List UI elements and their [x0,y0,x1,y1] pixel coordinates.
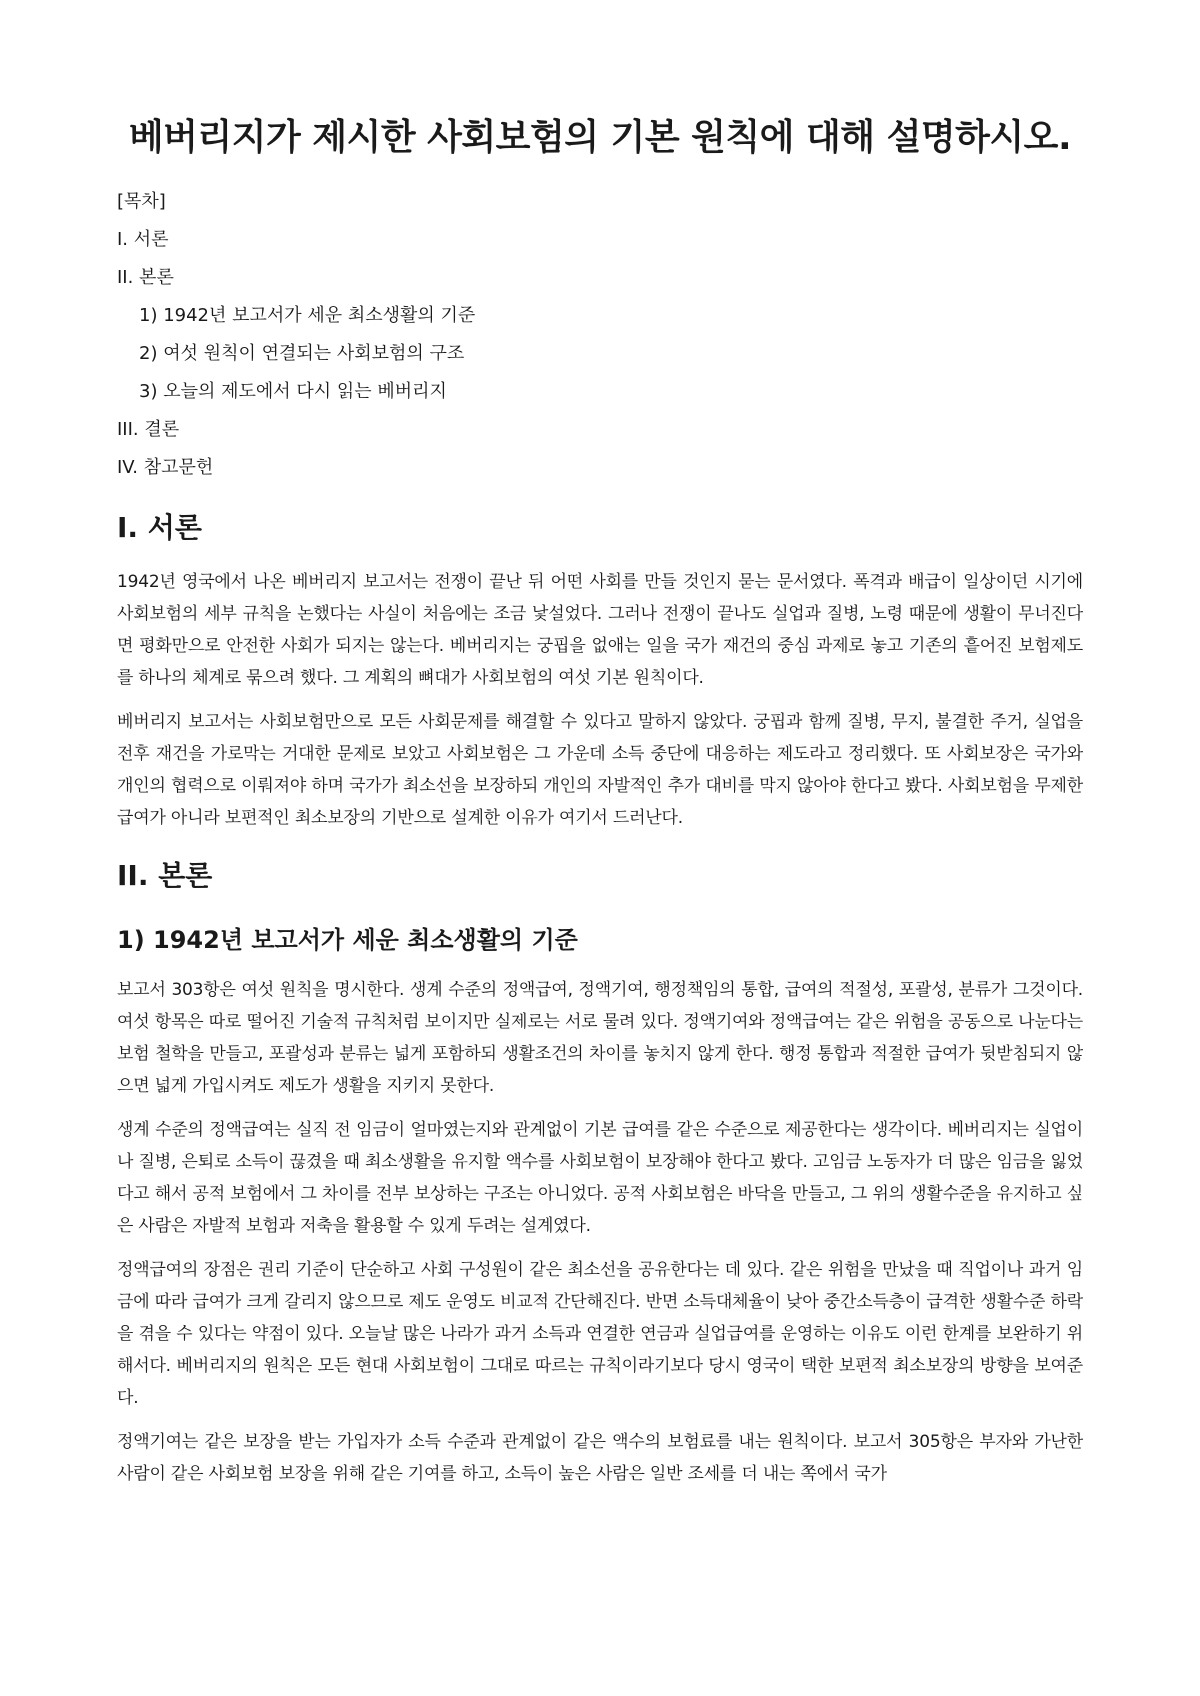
toc-item-references: IV. 참고문헌 [117,457,214,478]
toc-item-conclusion: III. 결론 [117,419,180,440]
intro-paragraph-2: 베버리지 보고서는 사회보험만으로 모든 사회문제를 해결할 수 있다고 말하지 않았다. 궁핍과 함께 질병, 무지, 불결한 주거, 실업을 전후 재건을 가로막는 거대한 문제로 보았고 사회보험은 그 가운데 소득 중단에 대응하는 제도라고 정리했다. 또 사회보장은 국가와 개인의 협력으로 이뤄져야 하며 국가가 최소선을 보장하되 개인의 자발적인 추가 대비를 막지 않아야 한다고 봤다. 사회보험을 무제한 급여가 아니라 보편적인 최소보장의 기반으로 설계한 이유가 여기서 드러난다. [117,712,1083,828]
toc-item-body-2: 2) 여섯 원칙이 연결되는 사회보험의 구조 [139,343,465,364]
body-paragraph-2: 생계 수준의 정액급여는 실직 전 임금이 얼마였는지와 관계없이 기본 급여를 같은 수준으로 제공한다는 생각이다. 베버리지는 실업이나 질병, 은퇴로 소득이 끊겼을 때 최소생활을 유지할 액수를 사회보험이 보장해야 한다고 봤다. 고임금 노동자가 더 많은 임금을 잃었다고 해서 공적 보험에서 그 차이를 전부 보상하는 구조는 아니었다. 공적 사회보험은 바닥을 만들고, 그 위의 생활수준을 유지하고 싶은 사람은 자발적 보험과 저축을 활용할 수 있게 두려는 설계였다. [117,1120,1083,1236]
section-heading-body: II. 본론 [117,859,213,892]
table-of-contents [117,190,1083,480]
document-title: 베버리지가 제시한 사회보험의 기본 원칙에 대해 설명하시오. [128,117,1072,158]
toc-item-body: II. 본론 [117,267,174,288]
body-paragraph-4: 정액기여는 같은 보장을 받는 가입자가 소득 수준과 관계없이 같은 액수의 보험료를 내는 원칙이다. 보고서 305항은 부자와 가난한 사람이 같은 사회보험 보장을 위해 같은 기여를 하고, 소득이 높은 사람은 일반 조세를 더 내는 쪽에서 국가 [117,1432,1083,1484]
body-paragraph-3: 정액급여의 장점은 권리 기준이 단순하고 사회 구성원이 같은 최소선을 공유한다는 데 있다. 같은 위험을 만났을 때 직업이나 과거 임금에 따라 급여가 크게 갈리지 않으므로 제도 운영도 비교적 간단해진다. 반면 소득대체율이 낮아 중간소득층이 급격한 생활수준 하락을 겪을 수 있다는 약점이 있다. 오늘날 많은 나라가 과거 소득과 연결한 연금과 실업급여를 운영하는 이유도 이런 한계를 보완하기 위해서다. 베버리지의 원칙은 모든 현대 사회보험이 그대로 따르는 규칙이라기보다 당시 영국이 택한 보편적 최소보장의 방향을 보여준다. [117,1260,1083,1408]
toc-item-intro: I. 서론 [117,229,169,250]
intro-paragraph-1: 1942년 영국에서 나온 베버리지 보고서는 전쟁이 끝난 뒤 어떤 사회를 만들 것인지 묻는 문서였다. 폭격과 배급이 일상이던 시기에 사회보험의 세부 규칙을 논했다는 사실이 처음에는 조금 낯설었다. 그러나 전쟁이 끝나도 실업과 질병, 노령 때문에 생활이 무너진다면 평화만으로 안전한 사회가 되지는 않는다. 베버리지는 궁핍을 없애는 일을 국가 재건의 중심 과제로 놓고 기존의 흩어진 보험제도를 하나의 체계로 묶으려 했다. 그 계획의 뼈대가 사회보험의 여섯 기본 원칙이다. [117,572,1083,688]
toc-label: [목차] [117,191,166,212]
toc-item-body-1: 1) 1942년 보고서가 세운 최소생활의 기준 [139,305,476,326]
subsection-heading-1: 1) 1942년 보고서가 세운 최소생활의 기준 [117,926,578,954]
toc-item-body-3: 3) 오늘의 제도에서 다시 읽는 베버리지 [139,381,447,402]
body-paragraph-1: 보고서 303항은 여섯 원칙을 명시한다. 생계 수준의 정액급여, 정액기여, 행정책임의 통합, 급여의 적절성, 포괄성, 분류가 그것이다. 여섯 항목은 따로 떨어진 기술적 규칙처럼 보이지만 실제로는 서로 물려 있다. 정액기여와 정액급여는 같은 위험을 공동으로 나눈다는 보험 철학을 만들고, 포괄성과 분류는 넓게 포함하되 생활조건의 차이를 놓치지 않게 한다. 행정 통합과 적절한 급여가 뒷받침되지 않으면 넓게 가입시켜도 제도가 생활을 지키지 못한다. [117,980,1083,1096]
section-heading-intro: I. 서론 [117,511,202,544]
